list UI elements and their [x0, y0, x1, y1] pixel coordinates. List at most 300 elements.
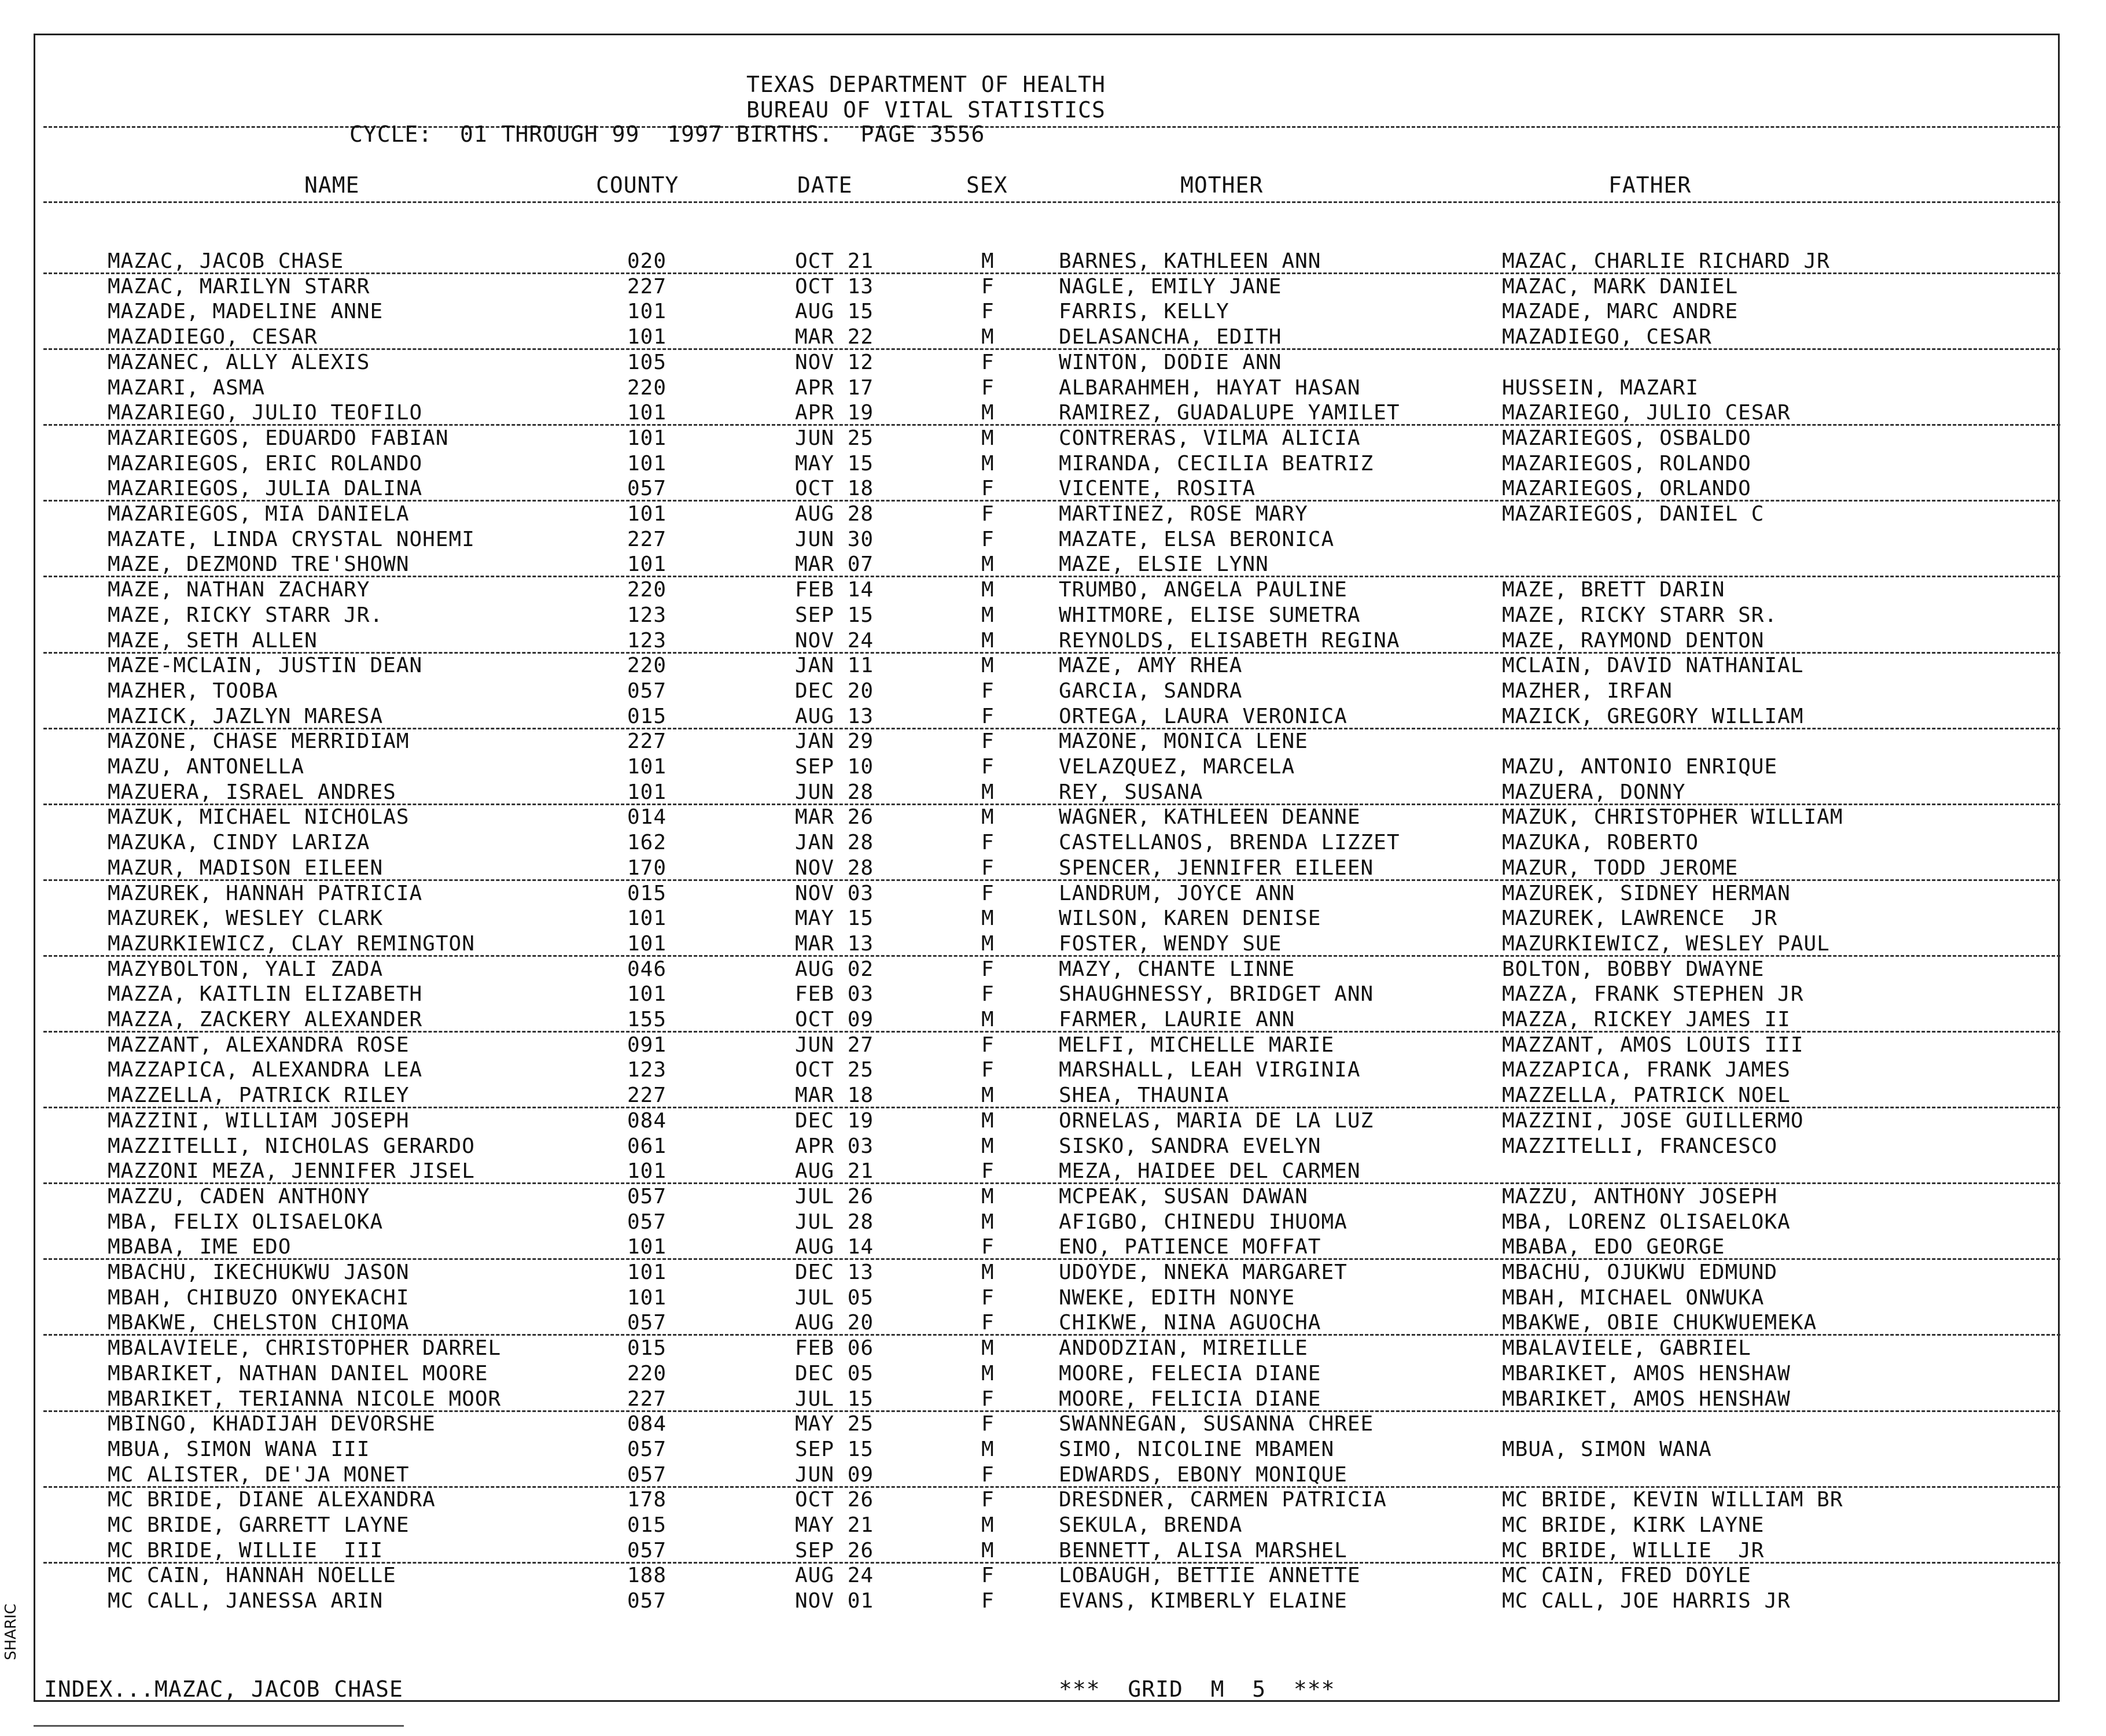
cell-county: 188: [627, 1564, 667, 1588]
cell-name: MC CAIN, HANNAH NOELLE: [108, 1564, 396, 1588]
cell-sex: M: [981, 1538, 995, 1562]
cell-county: 101: [627, 1260, 667, 1284]
cell-county: 227: [627, 729, 667, 754]
cell-date: AUG 14: [795, 1235, 874, 1259]
cell-date: JAN 28: [795, 831, 874, 855]
cell-mother: AFIGBO, CHINEDU IHUOMA: [1059, 1210, 1347, 1234]
cell-mother: TRUMBO, ANGELA PAULINE: [1059, 578, 1347, 602]
cell-mother: ALBARAHMEH, HAYAT HASAN: [1059, 375, 1361, 400]
cell-father: MAZUREK, LAWRENCE JR: [1502, 906, 1778, 931]
cell-father: MAZE, RICKY STARR SR.: [1502, 603, 1778, 627]
cell-father: MAZAC, CHARLIE RICHARD JR: [1502, 249, 1830, 273]
cell-name: MAZE, SETH ALLEN: [108, 628, 318, 653]
cell-name: MAZZELLA, PATRICK RILEY: [108, 1083, 410, 1108]
cell-sex: M: [981, 603, 995, 627]
row-separator: [43, 652, 2060, 654]
cell-county: 101: [627, 502, 667, 526]
cell-mother: ORTEGA, LAURA VERONICA: [1059, 704, 1347, 728]
cell-sex: F: [981, 274, 995, 298]
cell-name: MBALAVIELE, CHRISTOPHER DARREL: [108, 1336, 502, 1361]
footer-grid: *** GRID M 5 ***: [1059, 1676, 1335, 1702]
cell-date: DEC 19: [795, 1108, 874, 1133]
cell-county: 015: [627, 1336, 667, 1361]
cell-county: 101: [627, 755, 667, 779]
cell-name: MAZANEC, ALLY ALEXIS: [108, 350, 370, 374]
cell-mother: LANDRUM, JOYCE ANN: [1059, 881, 1295, 905]
cell-sex: F: [981, 755, 995, 779]
cell-mother: VICENTE, ROSITA: [1059, 477, 1256, 501]
cell-county: 227: [627, 1387, 667, 1411]
cell-mother: EDWARDS, EBONY MONIQUE: [1059, 1462, 1347, 1487]
cell-date: MAR 22: [795, 325, 874, 349]
cell-mother: MELFI, MICHELLE MARIE: [1059, 1033, 1335, 1057]
cell-sex: F: [981, 527, 995, 551]
cell-father: MBACHU, OJUKWU EDMUND: [1502, 1260, 1778, 1284]
column-header-mother: MOTHER: [1180, 172, 1264, 198]
cell-county: 020: [627, 249, 667, 273]
cell-county: 227: [627, 1083, 667, 1108]
cell-mother: EVANS, KIMBERLY ELAINE: [1059, 1589, 1347, 1613]
cell-county: 170: [627, 856, 667, 880]
cell-sex: F: [981, 1387, 995, 1411]
cell-date: FEB 14: [795, 578, 874, 602]
cell-sex: F: [981, 831, 995, 855]
cell-county: 101: [627, 325, 667, 349]
cell-mother: MAZATE, ELSA BERONICA: [1059, 527, 1335, 551]
cell-sex: M: [981, 1184, 995, 1208]
cell-sex: F: [981, 1033, 995, 1057]
cell-county: 057: [627, 477, 667, 501]
cell-mother: LOBAUGH, BETTIE ANNETTE: [1059, 1564, 1361, 1588]
cell-date: NOV 12: [795, 350, 874, 374]
cell-sex: M: [981, 628, 995, 653]
cell-sex: F: [981, 300, 995, 324]
row-separator: [43, 728, 2060, 729]
cell-mother: BENNETT, ALISA MARSHEL: [1059, 1538, 1347, 1562]
cell-father: MAZARIEGOS, DANIEL C: [1502, 502, 1765, 526]
cell-date: JAN 29: [795, 729, 874, 754]
cell-date: JUN 27: [795, 1033, 874, 1057]
cell-father: MAZARIEGO, JULIO CESAR: [1502, 401, 1791, 425]
cell-mother: SPENCER, JENNIFER EILEEN: [1059, 856, 1374, 880]
cell-sex: M: [981, 325, 995, 349]
cell-name: MAZZA, KAITLIN ELIZABETH: [108, 982, 423, 1007]
row-separator: [43, 1562, 2060, 1564]
cell-county: 057: [627, 1210, 667, 1234]
row-separator: [43, 348, 2060, 350]
cell-county: 178: [627, 1488, 667, 1512]
cell-date: JUN 30: [795, 527, 874, 551]
cell-father: MAZUK, CHRISTOPHER WILLIAM: [1502, 805, 1843, 830]
cell-county: 123: [627, 628, 667, 653]
cell-county: 057: [627, 1589, 667, 1613]
cell-date: AUG 20: [795, 1311, 874, 1335]
cell-father: MAZARIEGOS, ROLANDO: [1502, 451, 1751, 476]
cell-sex: F: [981, 1412, 995, 1436]
cell-date: MAR 13: [795, 931, 874, 956]
cell-county: 091: [627, 1033, 667, 1057]
cell-father: MAZADIEGO, CESAR: [1502, 325, 1712, 349]
cell-mother: CONTRERAS, VILMA ALICIA: [1059, 426, 1361, 450]
cell-name: MAZARIEGOS, EDUARDO FABIAN: [108, 426, 449, 450]
cell-name: MAZARIEGO, JULIO TEOFILO: [108, 401, 423, 425]
cell-mother: FARRIS, KELLY: [1059, 300, 1229, 324]
cell-sex: F: [981, 957, 995, 981]
cell-name: MAZURKIEWICZ, CLAY REMINGTON: [108, 931, 475, 956]
cell-sex: M: [981, 1210, 995, 1234]
cell-county: 084: [627, 1108, 667, 1133]
column-header-father: FATHER: [1608, 172, 1692, 198]
cell-sex: M: [981, 805, 995, 830]
cell-date: OCT 09: [795, 1008, 874, 1031]
cell-father: MAZURKIEWICZ, WESLEY PAUL: [1502, 931, 1830, 956]
cell-sex: M: [981, 1083, 995, 1108]
cell-sex: M: [981, 578, 995, 602]
cell-date: OCT 21: [795, 249, 874, 273]
cell-name: MC CALL, JANESSA ARIN: [108, 1589, 384, 1613]
cell-sex: F: [981, 350, 995, 374]
cell-date: AUG 13: [795, 704, 874, 728]
cell-name: MAZUK, MICHAEL NICHOLAS: [108, 805, 410, 830]
cell-date: AUG 28: [795, 502, 874, 526]
cell-sex: M: [981, 780, 995, 804]
cell-name: MAZU, ANTONELLA: [108, 755, 305, 779]
cell-name: MAZE, RICKY STARR JR.: [108, 603, 384, 627]
cell-date: NOV 03: [795, 881, 874, 905]
cell-mother: MEZA, HAIDEE DEL CARMEN: [1059, 1159, 1361, 1184]
cell-father: MC BRIDE, WILLIE JR: [1502, 1538, 1765, 1562]
cell-mother: SHEA, THAUNIA: [1059, 1083, 1229, 1108]
cell-father: MAZZELLA, PATRICK NOEL: [1502, 1083, 1791, 1108]
cell-sex: F: [981, 1235, 995, 1259]
cell-date: OCT 26: [795, 1488, 874, 1512]
cell-date: SEP 10: [795, 755, 874, 779]
cell-sex: M: [981, 931, 995, 956]
header-subtitle: BUREAU OF VITAL STATISTICS: [746, 97, 1106, 123]
cell-county: 123: [627, 603, 667, 627]
cell-sex: F: [981, 679, 995, 703]
column-header-date: DATE: [797, 172, 853, 198]
cell-sex: M: [981, 906, 995, 931]
cell-sex: M: [981, 426, 995, 450]
cell-father: MAZZAPICA, FRANK JAMES: [1502, 1058, 1791, 1082]
cell-sex: M: [981, 1134, 995, 1158]
cell-date: MAR 07: [795, 552, 874, 577]
cell-name: MAZUREK, WESLEY CLARK: [108, 906, 384, 931]
cell-name: MC BRIDE, DIANE ALEXANDRA: [108, 1488, 436, 1512]
cell-mother: MOORE, FELECIA DIANE: [1059, 1361, 1321, 1385]
cell-date: FEB 06: [795, 1336, 874, 1361]
cell-mother: DRESDNER, CARMEN PATRICIA: [1059, 1488, 1387, 1512]
cell-name: MBA, FELIX OLISAELOKA: [108, 1210, 384, 1234]
cell-name: MBUA, SIMON WANA III: [108, 1437, 370, 1461]
cell-name: MAZE, NATHAN ZACHARY: [108, 578, 370, 602]
cell-name: MAZONE, CHASE MERRIDIAM: [108, 729, 410, 754]
cell-date: NOV 01: [795, 1589, 874, 1613]
cell-sex: F: [981, 881, 995, 905]
cell-father: MC BRIDE, KIRK LAYNE: [1502, 1513, 1765, 1537]
cell-mother: CHIKWE, NINA AGUOCHA: [1059, 1311, 1321, 1335]
cell-name: MAZARIEGOS, JULIA DALINA: [108, 477, 423, 501]
cell-sex: M: [981, 451, 995, 476]
cell-name: MAZADIEGO, CESAR: [108, 325, 318, 349]
cell-mother: REY, SUSANA: [1059, 780, 1203, 804]
cell-sex: F: [981, 1058, 995, 1082]
header-title: TEXAS DEPARTMENT OF HEALTH: [746, 72, 1106, 97]
cell-mother: UDOYDE, NNEKA MARGARET: [1059, 1260, 1347, 1284]
cell-mother: SISKO, SANDRA EVELYN: [1059, 1134, 1321, 1158]
cell-date: JUL 28: [795, 1210, 874, 1234]
cell-county: 057: [627, 1538, 667, 1562]
cell-father: MAZUERA, DONNY: [1502, 780, 1686, 804]
cell-name: MAZZU, CADEN ANTHONY: [108, 1184, 370, 1208]
cell-name: MAZZONI MEZA, JENNIFER JISEL: [108, 1159, 475, 1184]
cell-sex: M: [981, 249, 995, 273]
cell-sex: M: [981, 1437, 995, 1461]
cell-mother: MAZY, CHANTE LINNE: [1059, 957, 1295, 981]
cell-father: MC BRIDE, KEVIN WILLIAM BR: [1502, 1488, 1843, 1512]
cell-father: MBARIKET, AMOS HENSHAW: [1502, 1361, 1791, 1385]
cell-father: MBAKWE, OBIE CHUKWUEMEKA: [1502, 1311, 1817, 1335]
cell-date: MAY 15: [795, 451, 874, 476]
column-header-divider: [43, 201, 2060, 203]
cell-sex: F: [981, 1462, 995, 1487]
cell-county: 046: [627, 957, 667, 981]
cell-father: MAZZA, RICKEY JAMES II: [1502, 1008, 1791, 1031]
cell-county: 101: [627, 780, 667, 804]
cell-name: MAZADE, MADELINE ANNE: [108, 300, 384, 324]
cell-sex: M: [981, 1336, 995, 1361]
cell-date: JUN 09: [795, 1462, 874, 1487]
cell-father: MAZARIEGOS, OSBALDO: [1502, 426, 1751, 450]
cell-name: MAZUKA, CINDY LARIZA: [108, 831, 370, 855]
cell-mother: SIMO, NICOLINE MBAMEN: [1059, 1437, 1335, 1461]
cell-county: 162: [627, 831, 667, 855]
cell-date: OCT 18: [795, 477, 874, 501]
cell-name: MAZE, DEZMOND TRE'SHOWN: [108, 552, 410, 577]
cell-name: MAZUERA, ISRAEL ANDRES: [108, 780, 396, 804]
cell-father: MAZU, ANTONIO ENRIQUE: [1502, 755, 1778, 779]
cell-county: 101: [627, 300, 667, 324]
cell-county: 101: [627, 906, 667, 931]
row-separator: [43, 1334, 2060, 1336]
cell-father: MC CALL, JOE HARRIS JR: [1502, 1589, 1791, 1613]
cell-mother: MIRANDA, CECILIA BEATRIZ: [1059, 451, 1374, 476]
cell-name: MBABA, IME EDO: [108, 1235, 292, 1259]
cell-county: 057: [627, 1462, 667, 1487]
cell-father: MBALAVIELE, GABRIEL: [1502, 1336, 1751, 1361]
cell-date: SEP 15: [795, 603, 874, 627]
cell-mother: MARTINEZ, ROSE MARY: [1059, 502, 1308, 526]
cell-mother: SWANNEGAN, SUSANNA CHREE: [1059, 1412, 1374, 1436]
footer-index: INDEX...MAZAC, JACOB CHASE: [44, 1676, 403, 1702]
cell-county: 057: [627, 679, 667, 703]
cell-father: MAZUKA, ROBERTO: [1502, 831, 1699, 855]
cell-sex: M: [981, 1108, 995, 1133]
cell-date: APR 17: [795, 375, 874, 400]
cell-mother: WILSON, KAREN DENISE: [1059, 906, 1321, 931]
cell-father: MAZUR, TODD JEROME: [1502, 856, 1739, 880]
cell-mother: MAZONE, MONICA LENE: [1059, 729, 1308, 754]
cell-father: MAZZU, ANTHONY JOSEPH: [1502, 1184, 1778, 1208]
column-header-sex: SEX: [966, 172, 1008, 198]
cell-father: MBAH, MICHAEL ONWUKA: [1502, 1285, 1765, 1310]
cell-date: JUN 25: [795, 426, 874, 450]
cell-county: 220: [627, 375, 667, 400]
cell-sex: F: [981, 982, 995, 1007]
cell-date: AUG 24: [795, 1564, 874, 1588]
cell-county: 101: [627, 401, 667, 425]
cell-name: MAZZAPICA, ALEXANDRA LEA: [108, 1058, 423, 1082]
cell-date: AUG 02: [795, 957, 874, 981]
cell-mother: GARCIA, SANDRA: [1059, 679, 1243, 703]
cell-mother: ORNELAS, MARIA DE LA LUZ: [1059, 1108, 1374, 1133]
cell-mother: NAGLE, EMILY JANE: [1059, 274, 1282, 298]
row-separator: [43, 1031, 2060, 1033]
cell-father: MBARIKET, AMOS HENSHAW: [1502, 1387, 1791, 1411]
cell-sex: M: [981, 654, 995, 678]
cell-county: 220: [627, 1361, 667, 1385]
cell-name: MAZUREK, HANNAH PATRICIA: [108, 881, 423, 905]
cell-date: AUG 21: [795, 1159, 874, 1184]
cell-father: HUSSEIN, MAZARI: [1502, 375, 1699, 400]
cell-county: 220: [627, 578, 667, 602]
cell-mother: NWEKE, EDITH NONYE: [1059, 1285, 1295, 1310]
cell-mother: VELAZQUEZ, MARCELA: [1059, 755, 1295, 779]
cell-mother: MAZE, ELSIE LYNN: [1059, 552, 1269, 577]
cell-mother: FARMER, LAURIE ANN: [1059, 1008, 1295, 1031]
cell-sex: F: [981, 1159, 995, 1184]
cell-date: JAN 11: [795, 654, 874, 678]
cell-date: JUL 15: [795, 1387, 874, 1411]
cell-name: MBINGO, KHADIJAH DEVORSHE: [108, 1412, 436, 1436]
cell-mother: FOSTER, WENDY SUE: [1059, 931, 1282, 956]
cell-mother: MAZE, AMY RHEA: [1059, 654, 1243, 678]
cell-mother: WHITMORE, ELISE SUMETRA: [1059, 603, 1361, 627]
cell-date: JUN 28: [795, 780, 874, 804]
cell-sex: F: [981, 704, 995, 728]
cell-county: 220: [627, 654, 667, 678]
cell-date: DEC 05: [795, 1361, 874, 1385]
cell-mother: WINTON, DODIE ANN: [1059, 350, 1282, 374]
cell-name: MAZYBOLTON, YALI ZADA: [108, 957, 384, 981]
cell-date: NOV 24: [795, 628, 874, 653]
cell-name: MAZARIEGOS, ERIC ROLANDO: [108, 451, 423, 476]
cell-mother: RAMIREZ, GUADALUPE YAMILET: [1059, 401, 1400, 425]
cell-date: DEC 13: [795, 1260, 874, 1284]
row-separator: [43, 804, 2060, 805]
side-label: SHARIC: [2, 1604, 20, 1660]
cell-sex: F: [981, 1589, 995, 1613]
cell-date: SEP 26: [795, 1538, 874, 1562]
cell-mother: BARNES, KATHLEEN ANN: [1059, 249, 1321, 273]
cell-date: MAR 18: [795, 1083, 874, 1108]
cell-name: MAZZA, ZACKERY ALEXANDER: [108, 1008, 423, 1031]
cell-father: MAZARIEGOS, ORLANDO: [1502, 477, 1751, 501]
cell-father: MBUA, SIMON WANA: [1502, 1437, 1712, 1461]
cell-father: MCLAIN, DAVID NATHANIAL: [1502, 654, 1804, 678]
cell-date: APR 19: [795, 401, 874, 425]
row-separator: [43, 272, 2060, 274]
cell-county: 101: [627, 1159, 667, 1184]
cell-county: 101: [627, 451, 667, 476]
cell-date: AUG 15: [795, 300, 874, 324]
cell-sex: F: [981, 1311, 995, 1335]
cell-mother: CASTELLANOS, BRENDA LIZZET: [1059, 831, 1400, 855]
row-separator: [43, 1107, 2060, 1108]
cell-county: 084: [627, 1412, 667, 1436]
cell-father: MBA, LORENZ OLISAELOKA: [1502, 1210, 1791, 1234]
header-divider: [43, 126, 2060, 128]
cell-county: 061: [627, 1134, 667, 1158]
cell-county: 015: [627, 881, 667, 905]
cell-date: JUL 05: [795, 1285, 874, 1310]
cell-county: 227: [627, 274, 667, 298]
cell-mother: MARSHALL, LEAH VIRGINIA: [1059, 1058, 1361, 1082]
cell-mother: WAGNER, KATHLEEN DEANNE: [1059, 805, 1361, 830]
cell-name: MAZHER, TOOBA: [108, 679, 278, 703]
column-header-county: COUNTY: [596, 172, 679, 198]
cell-mother: MOORE, FELICIA DIANE: [1059, 1387, 1321, 1411]
cell-father: MAZZINI, JOSE GUILLERMO: [1502, 1108, 1804, 1133]
cell-county: 057: [627, 1437, 667, 1461]
row-separator: [43, 879, 2060, 881]
cell-name: MBARIKET, TERIANNA NICOLE MOOR: [108, 1387, 502, 1411]
cell-county: 015: [627, 1513, 667, 1537]
row-separator: [43, 1486, 2060, 1488]
cell-county: 101: [627, 931, 667, 956]
cell-name: MAZZITELLI, NICHOLAS GERARDO: [108, 1134, 475, 1158]
cell-county: 227: [627, 527, 667, 551]
cell-county: 101: [627, 426, 667, 450]
cell-county: 101: [627, 1235, 667, 1259]
cell-date: OCT 25: [795, 1058, 874, 1082]
cell-father: MBABA, EDO GEORGE: [1502, 1235, 1725, 1259]
cell-county: 101: [627, 552, 667, 577]
cell-name: MAZZINI, WILLIAM JOSEPH: [108, 1108, 410, 1133]
cell-mother: DELASANCHA, EDITH: [1059, 325, 1282, 349]
cell-father: MAZE, RAYMOND DENTON: [1502, 628, 1765, 653]
cell-county: 155: [627, 1008, 667, 1031]
cell-name: MBARIKET, NATHAN DANIEL MOORE: [108, 1361, 488, 1385]
cell-name: MAZAC, JACOB CHASE: [108, 249, 344, 273]
cell-sex: F: [981, 1285, 995, 1310]
cell-name: MAZZANT, ALEXANDRA ROSE: [108, 1033, 410, 1057]
cell-father: MAZAC, MARK DANIEL: [1502, 274, 1739, 298]
cell-name: MC ALISTER, DE'JA MONET: [108, 1462, 410, 1487]
cell-name: MBAH, CHIBUZO ONYEKACHI: [108, 1285, 410, 1310]
cell-county: 057: [627, 1184, 667, 1208]
cell-name: MC BRIDE, WILLIE III: [108, 1538, 384, 1562]
cell-father: MAZZA, FRANK STEPHEN JR: [1502, 982, 1804, 1007]
cell-date: NOV 28: [795, 856, 874, 880]
cell-county: 101: [627, 1285, 667, 1310]
cell-sex: F: [981, 375, 995, 400]
cell-father: MAZE, BRETT DARIN: [1502, 578, 1725, 602]
cell-county: 123: [627, 1058, 667, 1082]
row-separator: [43, 500, 2060, 502]
cell-date: APR 03: [795, 1134, 874, 1158]
cycle-line: CYCLE: 01 THROUGH 99 1997 BIRTHS. PAGE 3556: [349, 121, 985, 147]
cell-county: 014: [627, 805, 667, 830]
row-separator: [43, 1410, 2060, 1412]
cell-mother: ANDODZIAN, MIREILLE: [1059, 1336, 1308, 1361]
cell-sex: F: [981, 477, 995, 501]
cell-father: MAZUREK, SIDNEY HERMAN: [1502, 881, 1791, 905]
cell-father: MAZADE, MARC ANDRE: [1502, 300, 1739, 324]
cell-mother: SHAUGHNESSY, BRIDGET ANN: [1059, 982, 1374, 1007]
cell-date: MAY 25: [795, 1412, 874, 1436]
